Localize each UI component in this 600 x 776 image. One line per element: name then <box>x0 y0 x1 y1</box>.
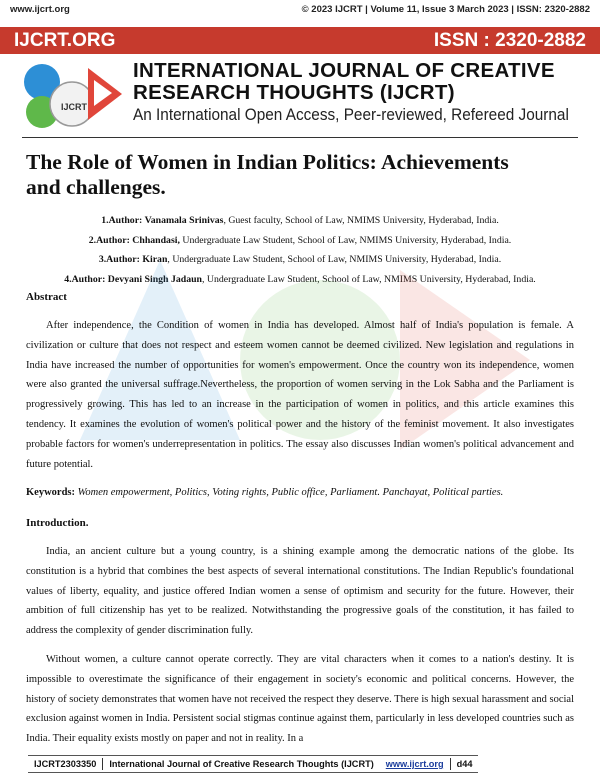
author-affiliation: Undergraduate Law Student, School of Law, NMIMS University, Hyderabad, India. <box>179 234 512 246</box>
journal-banner <box>0 27 600 54</box>
paper-id: IJCRT2303350 <box>34 759 97 769</box>
author-affiliation: , Undergraduate Law Student, School of Law, NMIMS University, Hyderabad, India. <box>167 254 502 266</box>
author-affiliation: , Guest faculty, School of Law, NMIMS University, Hyderabad, India. <box>223 215 499 226</box>
page-number: d44 <box>456 759 473 769</box>
author-name: 4.Author: Devyani Singh Jadaun <box>64 273 202 285</box>
intro-paragraph: India, an ancient culture but a young country, is a shining example among the democratic nations of the globe. Its constitution is a hybrid that combines the best aspects of several international constitutions. The Indian Republic's foundational values of liberty, equality, and justice offered Indian women a sense of optimism and security for the future. However, their ambition of full citizenship has yet to be realized. Notwithstanding the progressive goals of the constitution, it has failed to address the complexity of gender discrimination fully. <box>26 546 574 637</box>
journal-subtitle: An International Open Access, Peer-reviewed, Refereed Journal <box>133 106 569 124</box>
site-url[interactable]: www.ijcrt.org <box>10 4 70 15</box>
introduction-heading: Introduction. <box>26 517 89 529</box>
abstract-body <box>26 316 574 474</box>
author-name: 1.Author: Vanamala Srinivas <box>101 215 224 226</box>
banner-site: IJCRT.ORG <box>14 29 116 51</box>
introduction-paragraph-1 <box>26 542 574 641</box>
page-footer <box>28 755 478 773</box>
abstract-heading: Abstract <box>26 291 67 303</box>
intro-paragraph: Without women, a culture cannot operate correctly. They are vital characters when it comes to a nation's destiny. It is impossible to overestimate the significance of their engagement in society's economic and political concerns. However, the history of society demonstrates that women have not received the respect they deserve. There is high sexual harassment and social exclusion against women in India. Persistent social stigmas continue against them, particularly in less developed countries such as India. Their equality exists mostly on paper and not in reality. In a <box>26 654 574 745</box>
journal-title <box>133 60 593 104</box>
logo-text: IJCRT <box>61 102 88 112</box>
paper-title-line2: and challenges. <box>26 175 166 199</box>
author-line <box>0 211 600 231</box>
author-affiliation: , Undergraduate Law Student, School of Law, NMIMS University, Hyderabad, India. <box>202 273 536 285</box>
author-name: 3.Author: Kiran <box>98 254 168 266</box>
author-name: 2.Author: Chhandasi, <box>88 234 180 246</box>
footer-journal: International Journal of Creative Research Thoughts (IJCRT) <box>109 759 374 769</box>
header-divider <box>22 137 578 138</box>
abstract-paragraph: After independence, the Condition of women in India has developed. Almost half of India's population is female. A civilization or culture that does not respect and esteem women cannot be deemed civilized. New legislation and regulations in India have increased the number of opportunities for women's empowerment. Once the country won its independence, women were also granted the universal suffrage.Nevertheless, the proportion of women serving in the Lok Sabha and the Parliament is progressively growing. This has led to an increase in the participation of women in politics, and this article examines this tendency. It examines the evolution of women's political power and the history of the feminist movement. It also investigates probable factors for women's underrepresentation in politics. The essay also discusses Indian women's political advancement and future potential. <box>26 320 574 470</box>
running-header <box>10 4 590 18</box>
journal-logo <box>22 60 130 132</box>
keywords-list: Women empowerment, Politics, Voting rights, Public office, Parliament. Panchayat, Political parties. <box>77 487 504 498</box>
footer-url[interactable]: www.ijcrt.org <box>385 759 444 769</box>
journal-title-line2: RESEARCH THOUGHTS (IJCRT) <box>133 81 455 104</box>
banner-issn: ISSN : 2320-2882 <box>433 29 586 51</box>
keywords <box>26 487 503 498</box>
journal-title-line1: INTERNATIONAL JOURNAL OF CREATIVE <box>133 59 555 82</box>
paper-title-line1: The Role of Women in Indian Politics: Achievements <box>26 150 509 174</box>
keywords-label: Keywords: <box>26 487 75 498</box>
paper-title <box>26 150 576 200</box>
introduction-paragraph-2 <box>26 650 574 749</box>
issue-info: © 2023 IJCRT | Volume 11, Issue 3 March 2023 | ISSN: 2320-2882 <box>301 4 590 15</box>
